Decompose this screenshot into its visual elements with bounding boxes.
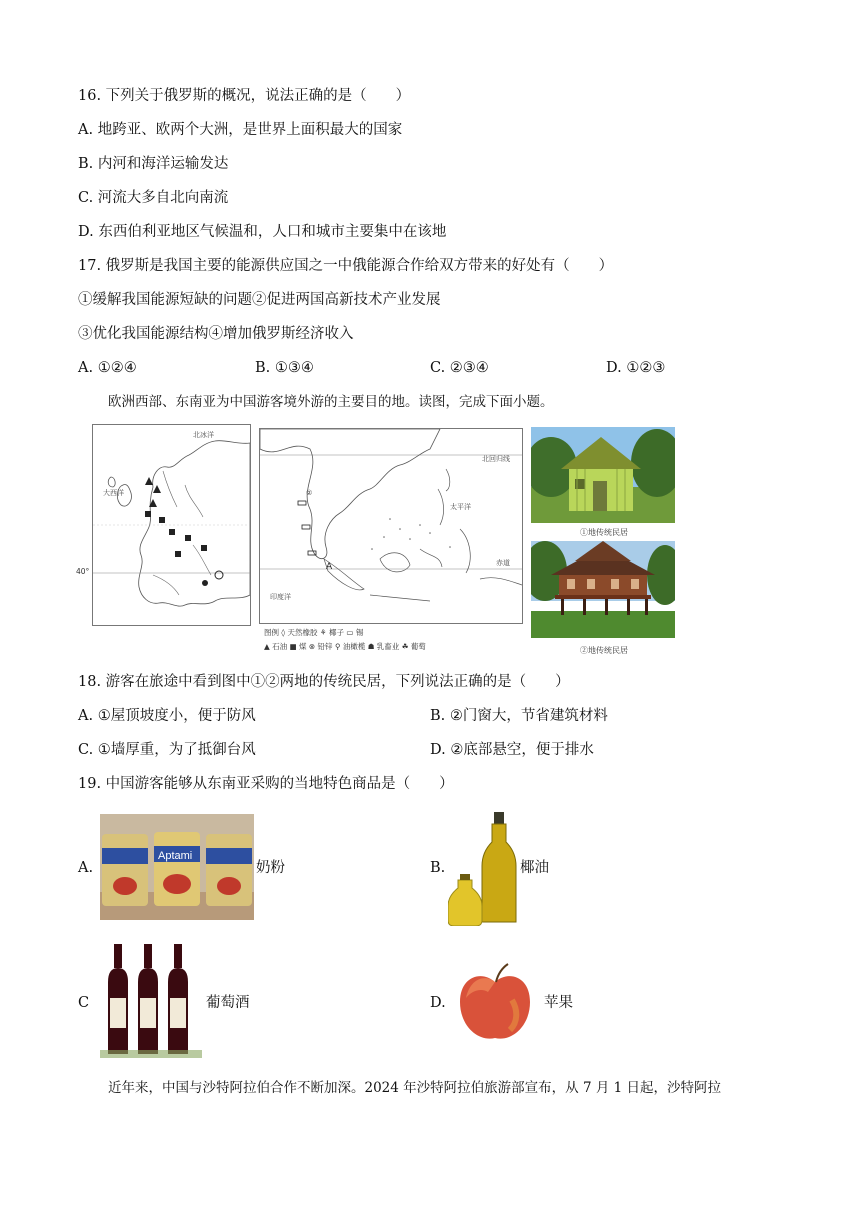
q16-option-a: A. 地跨亚、欧两个大洲，是世界上面积最大的国家 [78,122,403,138]
milk-powder-image [100,814,254,920]
sea-indian-label: 印度洋 [270,593,291,601]
closing-paragraph: 近年来，中国与沙特阿拉伯合作不断加深。2024 年沙特阿拉伯旅游部宣布，从 7 月 1 日起，沙特阿拉 [108,1080,721,1096]
apple-image [452,960,538,1046]
q17-option-c: C. ②③④ [430,360,489,376]
q19-option-c-label: 葡萄酒 [206,995,250,1011]
intro-text: 欧洲西部、东南亚为中国游客境外游的主要目的地。读图，完成下面小题。 [108,394,554,410]
q18-option-c: C. ①墙厚重，为了抵御台风 [78,742,256,758]
europe-north-ocean-label: 北冰洋 [193,431,214,439]
sea-pacific-label: 太平洋 [450,503,471,511]
europe-map [92,424,251,626]
sea-equator-label: 赤道 [496,559,510,567]
q18-stem: 18. 游客在旅途中看到图中①②两地的传统民居，下列说法正确的是（ ） [78,674,570,690]
q19-stem: 19. 中国游客能够从东南亚采购的当地特色商品是（ ） [78,776,454,792]
europe-latitude-label: 40° [76,567,90,576]
q18-option-b: B. ②门窗大，节省建筑材料 [430,708,608,724]
house-1-caption: ①地传统民居 [580,528,628,537]
q16-option-d: D. 东西伯利亚地区气候温和，人口和城市主要集中在该地 [78,224,447,240]
q19-option-a-label: 奶粉 [256,860,285,876]
house-photo-2 [531,541,675,638]
q16-option-b: B. 内河和海洋运输发达 [78,156,229,172]
map-legend-line1: 图例 ◊ 天然橡胶 ⚘ 椰子 ▭ 锡 [264,628,364,637]
q19-option-a-letter: A. [78,860,94,876]
q16-option-c: C. 河流大多自北向南流 [78,190,229,206]
q19-option-d-letter: D. [430,995,446,1011]
q19-option-b-letter: B. [430,860,446,876]
southeast-asia-map [259,428,523,624]
q19-option-d-label: 苹果 [544,995,573,1011]
milk-can-label: Aptami [158,850,193,862]
wine-image [100,942,202,1058]
q17-option-d: D. ①②③ [606,360,666,376]
q18-option-d: D. ②底部悬空，便于排水 [430,742,594,758]
sea-point-2-label: ② [306,489,313,497]
q17-items-line1: ①缓解我国能源短缺的问题②促进两国高新技术产业发展 [78,292,441,308]
house-2-caption: ②地传统民居 [580,646,628,655]
sea-point-a-label: A [326,562,333,572]
sea-tropic-label: 北回归线 [482,455,510,463]
q19-option-c-letter: C [78,995,90,1011]
q16-stem: 16. 下列关于俄罗斯的概况，说法正确的是（ ） [78,88,411,104]
q18-option-a: A. ①屋顶坡度小，便于防风 [78,708,256,724]
q17-items-line2: ③优化我国能源结构④增加俄罗斯经济收入 [78,326,354,342]
house-photo-1 [531,427,675,523]
coconut-oil-image [448,810,518,926]
q17-stem: 17. 俄罗斯是我国主要的能源供应国之一中俄能源合作给双方带来的好处有（ ） [78,258,614,274]
map-legend-line2: ▲ 石油 ■ 煤 ⊗ 铅锌 ⚲ 油橄榄 ☗ 乳畜业 ☘ 葡萄 [264,642,426,651]
q17-option-a: A. ①②④ [78,360,137,376]
europe-atlantic-label: 大西洋 [103,489,124,497]
q17-option-b: B. ①③④ [255,360,314,376]
q19-option-b-label: 椰油 [520,860,549,876]
